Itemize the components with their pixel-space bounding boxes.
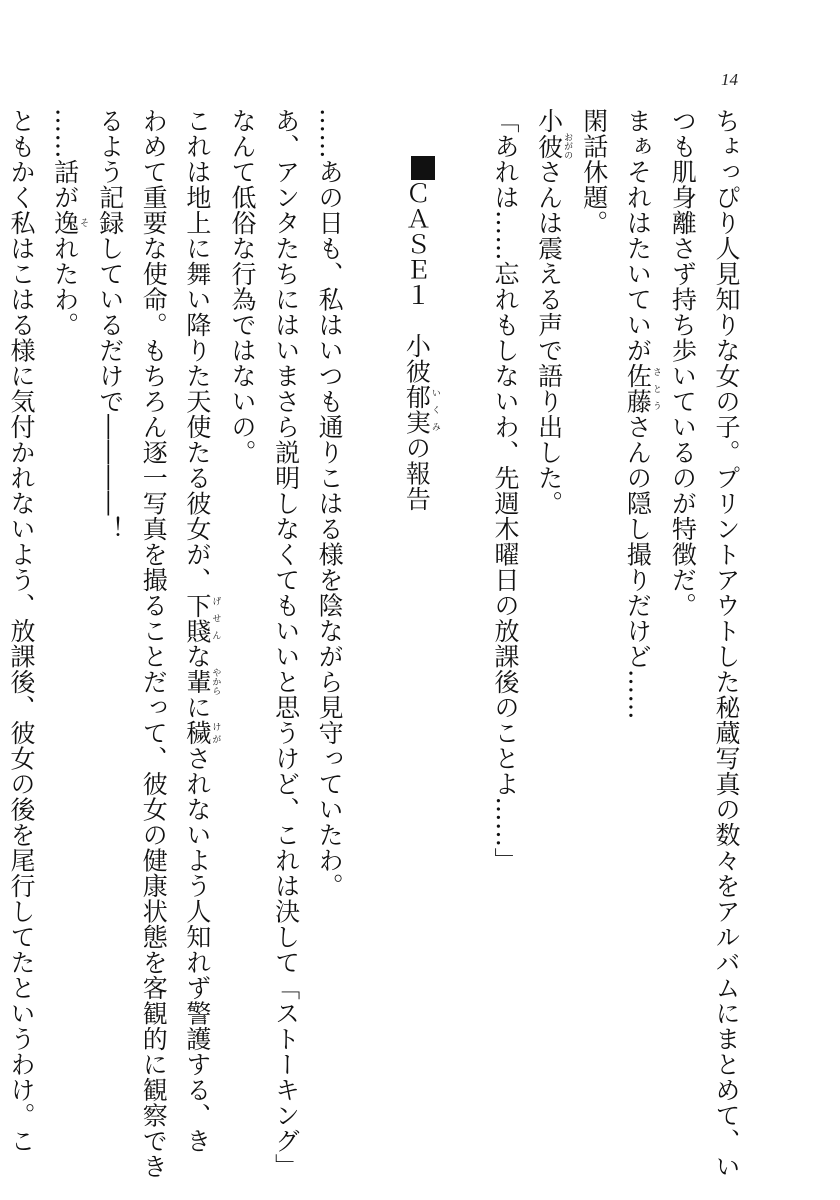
text-line: あ、アンタたちにはいまさら説明しなくてもいいと思うけど、これは決して「ストーキング」 [271,108,301,1179]
ruby-reading: そ [78,210,89,236]
ruby-word: 逸そ [50,210,89,236]
text-line: るよう記録しているだけで――――！ [95,108,125,542]
ruby-word: 輩やから [182,668,221,696]
text-line: なんて低俗な行為ではないの。 [227,108,257,465]
page-number: 14 [721,70,738,89]
body-text [0,108,748,1179]
text-line: つも肌身離さず持ち歩いているのが特徴だ。 [668,108,698,618]
text-line: まぁそれはたいていが佐藤さとうさんの隠し撮りだけど…… [623,108,661,720]
ruby-reading: やから [210,668,221,696]
blank-line [440,108,484,1123]
ruby-word: 郁実いくみ [402,384,440,435]
text-line: ちょっぴり人見知りな女の子。プリントアウトした秘蔵写真の数々をアルバムにまとめて、い [712,108,741,1179]
ruby-reading: いくみ [429,384,440,435]
text-line: 小彼おがのさんは震える声で語り出した。 [534,108,573,516]
section-heading: ＣＡＳＥ１ 小彼郁実いくみの報告 [395,108,440,1123]
ruby-reading: げせん [210,592,221,644]
blank-line [351,108,395,1123]
text-line: わめて重要な使命。もちろん逐一写真を撮ることだって、彼女の健康状態を客観的に観察でき [139,108,169,1179]
text-line: 「あれは……忘れもしないわ、先週木曜日の放課後のことよ……」 [491,108,521,873]
text-line: これは地上に舞い降りた天使たる彼女が、下賤げせんな輩やからに穢けがされないよう人知れず警護する、き [182,108,221,1154]
heading-square-mark [411,156,435,180]
ruby-word: 下賤げせん [182,592,221,644]
ruby-word: 佐藤さとう [623,363,661,414]
ruby-reading: おがの [562,132,573,160]
ruby-word: 穢けが [182,720,221,746]
text-line: ……あの日も、私はいつも通りこはる様を陰ながら見守っていたわ。 [315,108,345,899]
text-line: ともかく私はこはる様に気付かれないよう、放課後、彼女の後を尾行してたというわけ。こ [7,108,36,1154]
ruby-reading: さとう [650,363,661,414]
text-line: 閑話休題。 [579,108,609,236]
text-line: ……話が逸それたわ。 [50,108,89,338]
ruby-reading: けが [210,720,221,746]
ruby-word: 彼おがの [534,132,573,160]
